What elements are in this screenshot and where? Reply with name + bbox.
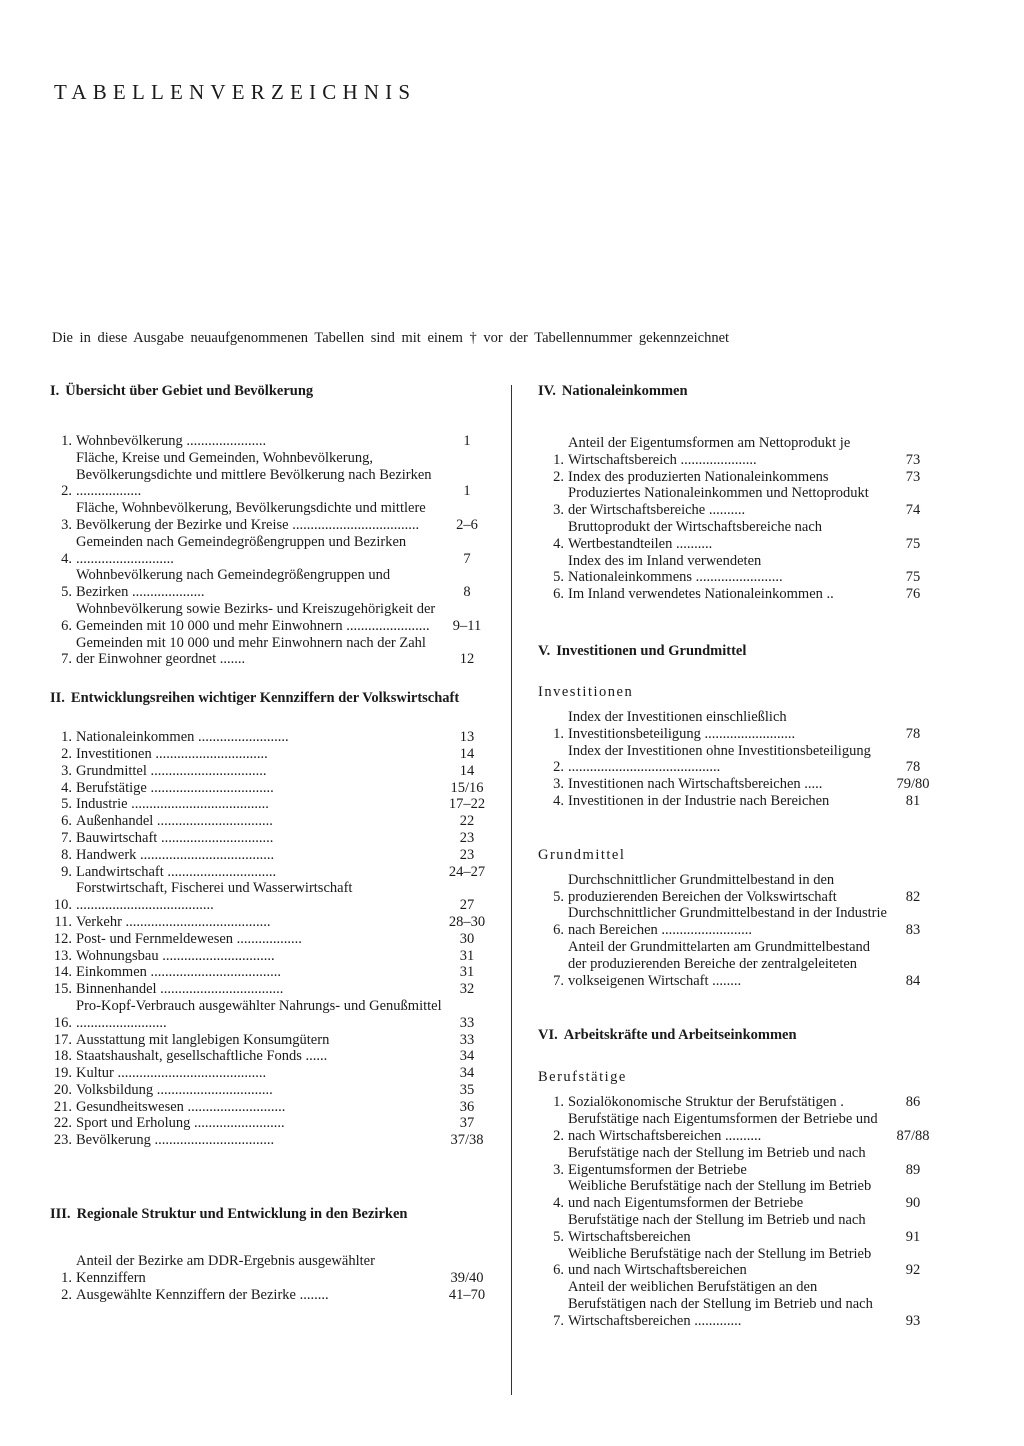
entry-title: Gemeinden nach Gemeindegrößengruppen und Bezirken ........................... [76, 533, 407, 567]
entry-number: 19. [53, 1065, 72, 1082]
entry-number: 3. [61, 516, 72, 533]
toc-entry [50, 948, 490, 965]
entry-number: 5. [61, 584, 72, 601]
entry-number: 2. [61, 1286, 72, 1303]
entry-number: 12. [53, 930, 72, 947]
entry-title: Gemeinden mit 10 000 und mehr Einwohnern nach der Zahl der Einwohner geordnet ....... [76, 634, 426, 668]
entry-title: Volksbildung ................................ [76, 1081, 273, 1098]
toc-entry [50, 981, 490, 998]
entry-number: 5. [553, 569, 564, 586]
toc-entry [538, 1094, 938, 1111]
entry-number: 6. [553, 586, 564, 603]
toc-entry [50, 1032, 490, 1049]
entry-number: 1. [61, 729, 72, 746]
toc-entry [50, 1132, 490, 1149]
toc-entry [50, 914, 490, 931]
entry-title: Ausstattung mit langlebigen Konsumgütern [76, 1031, 330, 1048]
entry-page: 93 [905, 1312, 921, 1329]
section-heading: III. Regionale Struktur und Entwicklung in den Bezirken [50, 1206, 408, 1223]
toc-entry [50, 931, 490, 948]
entry-title: Kultur ......................................... [76, 1065, 267, 1082]
entry-page: 15/16 [450, 779, 484, 796]
toc-entry [50, 1099, 490, 1116]
entry-number: 4. [553, 1195, 564, 1212]
section-heading: II. Entwicklungsreihen wichtiger Kennziffern der Volkswirtschaft [50, 690, 460, 707]
entry-page: 84 [905, 972, 921, 989]
entry-page: 91 [905, 1228, 921, 1245]
entry-page: 14 [459, 762, 475, 779]
subheading: Investitionen [538, 683, 634, 700]
entry-title: Berufstätige nach Eigentumsformen der Betriebe und nach Wirtschaftsbereichen .......... [568, 1111, 878, 1144]
entry-title: Post- und Fernmeldewesen .................. [76, 930, 302, 947]
toc-entry [50, 1048, 490, 1065]
left-column [50, 383, 490, 1303]
entry-title: Sozialökonomische Struktur der Berufstätigen . [568, 1094, 844, 1111]
entry-title: Berufstätige .................................. [76, 779, 274, 796]
entry-title: Bevölkerung ................................. [76, 1132, 275, 1149]
entry-page: 90 [905, 1195, 921, 1212]
entry-title: Investitionen nach Wirtschaftsbereichen ..... [568, 776, 823, 793]
entry-title: Bauwirtschaft ............................... [76, 829, 274, 846]
entry-page: 83 [905, 922, 921, 939]
entry-title: Investitionen in der Industrie nach Bereichen [568, 792, 830, 809]
entry-page: 36 [459, 1098, 475, 1115]
entry-list [538, 435, 938, 603]
entry-number: 7. [61, 829, 72, 846]
toc-entry [538, 1111, 938, 1145]
entry-page: 75 [905, 569, 921, 586]
entry-number: 6. [553, 922, 564, 939]
page-title: TABELLENVERZEICHNIS [54, 80, 417, 104]
entry-list [50, 433, 490, 668]
entry-page: 32 [459, 981, 475, 998]
entry-number: 16. [53, 1014, 72, 1031]
entry-title: Anteil der Grundmittelarten am Grundmittelbestand der produzierenden Bereiche der zentralgeleiteten volkseigenen Wirtschaft ........ [568, 938, 871, 989]
entry-number: 7. [61, 651, 72, 668]
subheading: Grundmittel [538, 846, 626, 863]
entry-number: 4. [553, 792, 564, 809]
section-heading: I. Übersicht über Gebiet und Bevölkerung [50, 383, 314, 399]
entry-page: 33 [459, 1014, 475, 1031]
entry-page: 75 [905, 535, 921, 552]
entry-title: Binnenhandel .................................. [76, 981, 284, 998]
toc-entry [50, 1115, 490, 1132]
toc-entry [538, 793, 938, 810]
entry-title: Weibliche Berufstätige nach der Stellung im Betrieb und nach Wirtschaftsbereichen [568, 1245, 872, 1279]
entry-number: 2. [61, 745, 72, 762]
entry-page: 78 [905, 725, 921, 742]
entry-number: 1. [61, 1269, 72, 1286]
entry-title: Wohnbevölkerung ...................... [76, 433, 267, 449]
entry-title: Ausgewählte Kennziffern der Bezirke ........ [76, 1286, 329, 1303]
entry-number: 4. [553, 535, 564, 552]
entry-title: Anteil der weiblichen Berufstätigen an den Berufstätigen nach der Stellung im Betrieb und nach Wirtschaftsbereichen ............. [568, 1279, 873, 1329]
entry-page: 74 [905, 502, 921, 519]
entry-title: Grundmittel ................................ [76, 762, 267, 779]
entry-number: 6. [553, 1262, 564, 1279]
toc-entry [50, 830, 490, 847]
entry-number: 3. [553, 502, 564, 519]
entry-page: 23 [459, 829, 475, 846]
entry-page: 28–30 [448, 913, 486, 930]
entry-title: Gesundheitswesen ........................... [76, 1098, 286, 1115]
entry-title: Durchschnittlicher Grundmittelbestand in den produzierenden Bereichen der Volkswirtschaft [568, 871, 837, 905]
entry-number: 2. [553, 759, 564, 776]
toc-entry [50, 729, 490, 746]
toc-entry [50, 567, 490, 601]
entry-title: Durchschnittlicher Grundmittelbestand in der Industrie nach Bereichen ......................... [568, 905, 887, 939]
entry-page: 82 [905, 888, 921, 905]
toc-entry [50, 1065, 490, 1082]
entry-page: 37 [459, 1115, 475, 1132]
entry-page: 89 [905, 1161, 921, 1178]
entry-page: 41–70 [448, 1286, 486, 1303]
toc-entry [50, 813, 490, 830]
entry-page: 23 [459, 846, 475, 863]
toc-entry [538, 485, 938, 519]
toc-entry [50, 964, 490, 981]
toc-entry [50, 864, 490, 881]
entry-title: Fläche, Kreise und Gemeinden, Wohnbevölkerung, Bevölkerungsdichte und mittlere Bevölkerung nach Bezirken .................. [76, 449, 432, 500]
entry-page: 39/40 [450, 1269, 484, 1286]
toc-entry [50, 635, 490, 669]
toc-entry [538, 1246, 938, 1280]
toc-entry [538, 1279, 938, 1329]
entry-page: 24–27 [448, 863, 486, 880]
entry-number: 3. [553, 1161, 564, 1178]
entry-page: 34 [459, 1048, 475, 1065]
entry-list [538, 709, 938, 810]
entry-page: 87/88 [896, 1127, 930, 1144]
entry-page: 2–6 [456, 516, 478, 533]
entry-number: 20. [53, 1081, 72, 1098]
entry-number: 7. [553, 1312, 564, 1329]
section-5 [538, 643, 938, 989]
entry-number: 10. [53, 897, 72, 914]
entry-page: 31 [459, 947, 475, 964]
entry-number: 21. [53, 1098, 72, 1115]
entry-page: 12 [459, 651, 475, 668]
toc-entry [538, 1145, 938, 1179]
entry-page: 22 [459, 813, 475, 830]
entry-title: Handwerk ..................................... [76, 846, 275, 863]
entry-page: 81 [905, 792, 921, 809]
column-divider [511, 385, 512, 1395]
entry-title: Berufstätige nach der Stellung im Betrieb und nach Eigentumsformen der Betriebe [568, 1144, 866, 1178]
toc-entry [538, 435, 938, 469]
toc-entry [50, 880, 490, 914]
entry-page: 14 [459, 745, 475, 762]
entry-title: Fläche, Wohnbevölkerung, Bevölkerungsdichte und mittlere Bevölkerung der Bezirke und Kreise ................................... [76, 500, 426, 533]
section-3 [50, 1206, 490, 1303]
entry-number: 3. [553, 776, 564, 793]
toc-entry [50, 1287, 490, 1304]
entry-list [50, 729, 490, 1149]
toc-entry [538, 519, 938, 553]
entry-title: Nationaleinkommen ......................... [76, 729, 289, 746]
right-column [538, 383, 938, 1329]
entry-title: Index der Investitionen einschließlich Investitionsbeteiligung ......................... [568, 708, 796, 742]
entry-title: Pro-Kopf-Verbrauch ausgewählter Nahrungs- und Genußmittel ......................... [76, 997, 442, 1031]
entry-page: 1 [463, 483, 471, 500]
entry-title: Außenhandel ................................ [76, 813, 273, 830]
entry-page: 17–22 [448, 796, 486, 813]
entry-list [50, 1253, 490, 1303]
entry-page: 30 [459, 930, 475, 947]
entry-page: 1 [463, 433, 471, 449]
entry-number: 6. [61, 617, 72, 634]
entry-page: 92 [905, 1262, 921, 1279]
entry-title: Anteil der Eigentumsformen am Nettoprodukt je Wirtschaftsbereich ..................... [568, 435, 851, 468]
entry-title: Index der Investitionen ohne Investitionsbeteiligung .......................................... [568, 742, 871, 776]
entry-title: Index des im Inland verwendeten Nationaleinkommens ........................ [568, 552, 783, 586]
toc-entry [538, 939, 938, 989]
entry-title: Im Inland verwendetes Nationaleinkommen .. [568, 586, 834, 603]
entry-number: 23. [53, 1132, 72, 1149]
entry-page: 8 [463, 584, 471, 601]
entry-number: 1. [61, 433, 72, 449]
entry-title: Wohnungsbau ............................... [76, 947, 275, 964]
toc-entry [538, 709, 938, 743]
entry-number: 1. [553, 725, 564, 742]
entry-title: Einkommen .................................... [76, 964, 282, 981]
toc-entry [538, 586, 938, 603]
entry-number: 22. [53, 1115, 72, 1132]
entry-title: Weibliche Berufstätige nach der Stellung im Betrieb und nach Eigentumsformen der Betriebe [568, 1178, 872, 1212]
entry-number: 13. [53, 947, 72, 964]
entry-title: Forstwirtschaft, Fischerei und Wasserwirtschaft ...................................... [76, 880, 353, 914]
toc-entry [538, 469, 938, 486]
entry-title: Berufstätige nach der Stellung im Betrieb und nach Wirtschaftsbereichen [568, 1211, 866, 1245]
entry-title: Bruttoprodukt der Wirtschaftsbereiche nach Wertbestandteilen .......... [568, 518, 823, 552]
entry-page: 78 [905, 759, 921, 776]
entry-title: Staatshaushalt, gesellschaftliche Fonds ...... [76, 1048, 328, 1065]
entry-number: 15. [53, 981, 72, 998]
toc-entry [538, 872, 938, 906]
entry-page: 79/80 [896, 776, 930, 793]
toc-entry [50, 1082, 490, 1099]
entry-number: 5. [61, 796, 72, 813]
entry-number: 17. [53, 1031, 72, 1048]
section-2 [50, 690, 490, 1149]
entry-page: 76 [905, 586, 921, 603]
entry-list [538, 1094, 938, 1329]
entry-title: Landwirtschaft .............................. [76, 863, 277, 880]
entry-title: Verkehr ........................................ [76, 913, 271, 930]
entry-title: Sport und Erholung ......................... [76, 1115, 285, 1132]
subheading: Berufstätige [538, 1069, 627, 1086]
toc-entry [50, 500, 490, 534]
entry-page: 34 [459, 1065, 475, 1082]
entry-number: 5. [553, 1228, 564, 1245]
toc-entry [538, 743, 938, 777]
entry-page: 27 [459, 897, 475, 914]
entry-title: Index des produzierten Nationaleinkommens [568, 468, 829, 485]
section-heading: IV. Nationaleinkommen [538, 383, 688, 399]
section-6 [538, 1027, 938, 1329]
entry-page: 9–11 [452, 617, 482, 634]
entry-page: 35 [459, 1081, 475, 1098]
entry-page: 73 [905, 468, 921, 485]
toc-entry [50, 780, 490, 797]
entry-title: Industrie ...................................... [76, 796, 269, 813]
entry-page: 37/38 [450, 1132, 484, 1149]
entry-title: Investitionen ............................... [76, 745, 268, 762]
entry-title: Produziertes Nationaleinkommen und Nettoprodukt der Wirtschaftsbereiche .......... [568, 485, 869, 519]
toc-entry [538, 905, 938, 939]
entry-page: 33 [459, 1031, 475, 1048]
entry-number: 1. [553, 451, 564, 468]
entry-page: 86 [905, 1094, 921, 1111]
entry-number: 1. [553, 1094, 564, 1111]
entry-page: 31 [459, 964, 475, 981]
toc-entry [50, 746, 490, 763]
entry-number: 4. [61, 779, 72, 796]
section-heading: VI. Arbeitskräfte und Arbeitseinkommen [538, 1027, 797, 1044]
entry-number: 9. [61, 863, 72, 880]
entry-number: 4. [61, 550, 72, 567]
toc-entry [50, 763, 490, 780]
toc-entry [50, 998, 490, 1032]
toc-entry [538, 553, 938, 587]
entry-page: 13 [459, 729, 475, 746]
section-1 [50, 383, 490, 668]
entry-title: Anteil der Bezirke am DDR-Ergebnis ausgewählter Kennziffern [76, 1253, 375, 1286]
entry-number: 2. [553, 1127, 564, 1144]
section-4 [538, 383, 938, 603]
toc-entry [50, 847, 490, 864]
toc-entry [50, 1253, 490, 1287]
intro-note: Die in diese Ausgabe neuaufgenommenen Tabellen sind mit einem † vor der Tabellennummer gekennzeichnet [52, 330, 730, 346]
entry-number: 5. [553, 888, 564, 905]
toc-entry [538, 1212, 938, 1246]
entry-number: 18. [53, 1048, 72, 1065]
entry-number: 2. [553, 468, 564, 485]
entry-number: 14. [53, 964, 72, 981]
toc-entry [538, 1178, 938, 1212]
entry-number: 11. [54, 913, 72, 930]
entry-number: 8. [61, 846, 72, 863]
entry-list [538, 872, 938, 990]
toc-entry [50, 796, 490, 813]
entry-number: 2. [61, 483, 72, 500]
toc-entry [50, 534, 490, 568]
section-heading: V. Investitionen und Grundmittel [538, 642, 747, 659]
entry-title: Wohnbevölkerung sowie Bezirks- und Kreiszugehörigkeit der Gemeinden mit 10 000 und mehr Einwohnern ....................... [76, 600, 436, 634]
entry-page: 7 [463, 550, 471, 567]
entry-number: 6. [61, 813, 72, 830]
entry-page: 73 [905, 451, 921, 468]
entry-number: 7. [553, 972, 564, 989]
toc-entry [538, 776, 938, 793]
entry-title: Wohnbevölkerung nach Gemeindegrößengruppen und Bezirken .................... [76, 567, 391, 601]
toc-entry [50, 601, 490, 635]
toc-entry [50, 433, 490, 450]
toc-entry [50, 450, 490, 500]
entry-number: 3. [61, 762, 72, 779]
